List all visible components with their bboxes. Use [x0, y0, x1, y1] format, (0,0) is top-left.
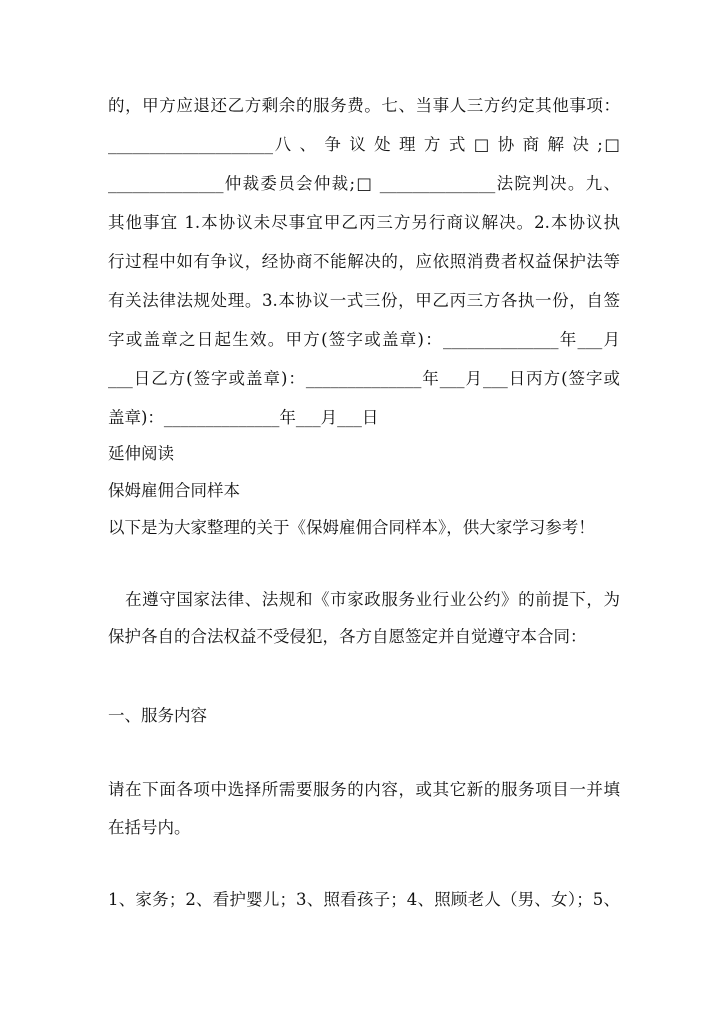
preamble-line-1: 在遵守国家法律、法规和《市家政服务业行业公约》的前提下，为	[108, 590, 620, 609]
instruction-line-2: 在括号内。	[108, 818, 191, 837]
contract-line-3: ______________仲裁委员会仲裁;□ ______________法院判决。九、	[108, 174, 620, 193]
article-title: 保姆雇佣合同样本	[108, 481, 240, 500]
contract-line-7: 字或盖章之日起生效。甲方(签字或盖章)：______________年___月	[108, 330, 620, 349]
services-list-line: 1、家务；2、看护婴儿；3、照看孩子；4、照顾老人（男、女）；5、	[108, 890, 620, 909]
preamble-line-2: 保护各自的合法权益不受侵犯，各方自愿签定并自觉遵守本合同：	[108, 627, 587, 646]
contract-line-6: 有关法律法规处理。3.本协议一式三份，甲乙丙三方各执一份，自签	[108, 291, 620, 310]
contract-line-5: 行过程中如有争议，经协商不能解决的，应依照消费者权益保护法等	[108, 252, 620, 271]
contract-line-4: 其他事宜 1.本协议未尽事宜甲乙丙三方另行商议解决。2.本协议执	[108, 213, 620, 232]
contract-line-8: ___日乙方(签字或盖章)：______________年___月___日丙方(签字或	[108, 369, 620, 388]
section-1-title: 一、服务内容	[108, 706, 207, 725]
contract-line-9: 盖章)：______________年___月___日	[108, 408, 379, 427]
instruction-line-1: 请在下面各项中选择所需要服务的内容，或其它新的服务项目一并填	[108, 780, 620, 799]
contract-line-1: 的，甲方应退还乙方剩余的服务费。七、当事人三方约定其他事项：	[108, 96, 620, 115]
article-intro: 以下是为大家整理的关于《保姆雇佣合同样本》，供大家学习参考！	[108, 518, 595, 537]
extended-reading-heading: 延伸阅读	[108, 444, 174, 463]
contract-line-2: ____________________八 、 争 议 处 理 方 式 □ 协 商 解 决 ;□	[108, 135, 620, 154]
